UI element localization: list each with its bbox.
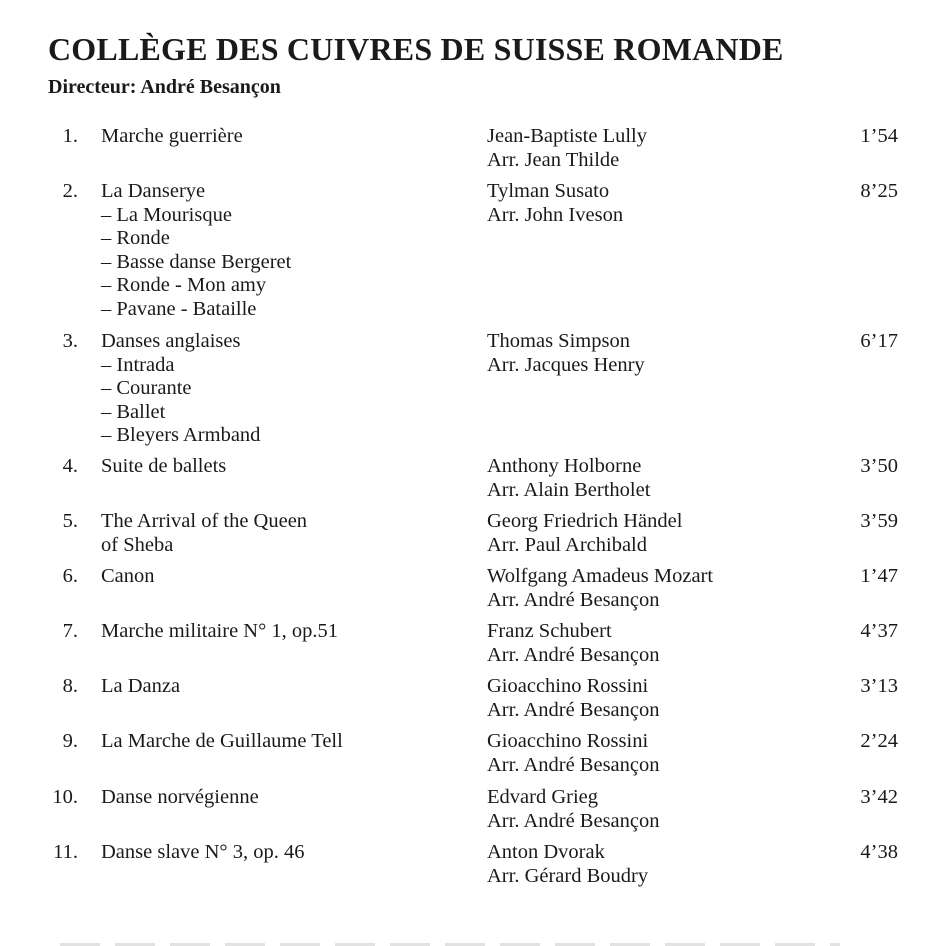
composer-name: Tylman Susato <box>487 180 610 202</box>
composer-name: Gioacchino Rossini <box>487 730 649 752</box>
track-credits <box>487 125 807 172</box>
composer-name: Georg Friedrich Händel <box>487 510 683 532</box>
track-credits <box>487 510 807 557</box>
track-credits <box>487 565 807 612</box>
track-number: 10. <box>52 786 78 808</box>
track-work <box>101 841 471 865</box>
track-work <box>101 730 471 754</box>
movement-item: – La Mourisque <box>101 204 471 228</box>
track-title: Danse norvégienne <box>101 786 259 808</box>
track-title: Suite de ballets <box>101 455 227 477</box>
track-title-continued: of Sheba <box>101 533 174 556</box>
track-number: 8. <box>62 675 78 697</box>
arranger-name: Arr. John Iveson <box>487 203 624 226</box>
track-title: Danses anglaises <box>101 330 241 352</box>
track-work <box>101 510 471 557</box>
movement-item: – Ronde <box>101 227 471 251</box>
track-credits <box>487 786 807 833</box>
composer-name: Anton Dvorak <box>487 841 605 863</box>
track-number: 6. <box>62 565 78 587</box>
track-credits <box>487 841 807 888</box>
composer-name: Franz Schubert <box>487 620 612 642</box>
track-duration: 6’17 <box>860 330 898 352</box>
arranger-name: Arr. André Besançon <box>487 809 660 832</box>
track-credits <box>487 620 807 667</box>
track-number: 2. <box>62 180 78 202</box>
movement-item: – Courante <box>101 377 471 401</box>
movement-item: – Bleyers Armband <box>101 424 471 448</box>
track-credits <box>487 330 807 377</box>
track-work <box>101 565 471 589</box>
track-duration: 3’13 <box>860 675 898 697</box>
track-work <box>101 675 471 699</box>
arranger-name: Arr. Jean Thilde <box>487 148 620 171</box>
arranger-name: Arr. André Besançon <box>487 643 660 666</box>
movement-item: – Basse danse Bergeret <box>101 251 471 275</box>
composer-name: Wolfgang Amadeus Mozart <box>487 565 714 587</box>
track-work <box>101 180 471 321</box>
arranger-name: Arr. Paul Archibald <box>487 533 647 556</box>
track-duration: 4’37 <box>860 620 898 642</box>
track-number: 3. <box>62 330 78 352</box>
track-number: 4. <box>62 455 78 477</box>
track-credits <box>487 730 807 777</box>
track-title: Danse slave N° 3, op. 46 <box>101 841 305 863</box>
composer-name: Thomas Simpson <box>487 330 630 352</box>
composer-name: Jean-Baptiste Lully <box>487 125 647 147</box>
track-work <box>101 786 471 810</box>
track-number: 11. <box>53 841 78 863</box>
track-title: La Danserye <box>101 180 206 202</box>
movement-item: – Intrada <box>101 354 471 378</box>
arranger-name: Arr. André Besançon <box>487 753 660 776</box>
track-credits <box>487 180 807 227</box>
track-work <box>101 620 471 644</box>
track-number: 1. <box>62 125 78 147</box>
movement-item: – Pavane - Bataille <box>101 298 471 322</box>
track-number: 7. <box>62 620 78 642</box>
movement-item: – Ballet <box>101 401 471 425</box>
composer-name: Edvard Grieg <box>487 786 598 808</box>
track-title: Marche guerrière <box>101 125 243 147</box>
track-duration: 8’25 <box>860 180 898 202</box>
track-work <box>101 455 471 479</box>
track-duration: 2’24 <box>860 730 898 752</box>
track-work <box>101 125 471 149</box>
arranger-name: Arr. Jacques Henry <box>487 353 645 376</box>
composer-name: Anthony Holborne <box>487 455 642 477</box>
track-number: 5. <box>62 510 78 532</box>
arranger-name: Arr. Alain Bertholet <box>487 478 651 501</box>
track-credits <box>487 675 807 722</box>
ensemble-title: COLLÈGE DES CUIVRES DE SUISSE ROMANDE <box>48 31 784 67</box>
track-title: La Marche de Guillaume Tell <box>101 730 343 752</box>
movement-item: – Ronde - Mon amy <box>101 274 471 298</box>
track-duration: 4’38 <box>860 841 898 863</box>
track-duration: 1’54 <box>860 125 898 147</box>
track-duration: 1’47 <box>860 565 898 587</box>
arranger-name: Arr. André Besançon <box>487 698 660 721</box>
composer-name: Gioacchino Rossini <box>487 675 649 697</box>
track-duration: 3’59 <box>860 510 898 532</box>
track-title: La Danza <box>101 675 181 697</box>
track-duration: 3’50 <box>860 455 898 477</box>
arranger-name: Arr. André Besançon <box>487 588 660 611</box>
director-line: Directeur: André Besançon <box>48 76 281 98</box>
track-title: Marche militaire N° 1, op.51 <box>101 620 339 642</box>
track-duration: 3’42 <box>860 786 898 808</box>
track-work <box>101 330 471 448</box>
track-title: Canon <box>101 565 155 587</box>
arranger-name: Arr. Gérard Boudry <box>487 864 649 887</box>
track-number: 9. <box>62 730 78 752</box>
track-credits <box>487 455 807 502</box>
track-title: The Arrival of the Queen <box>101 510 308 532</box>
